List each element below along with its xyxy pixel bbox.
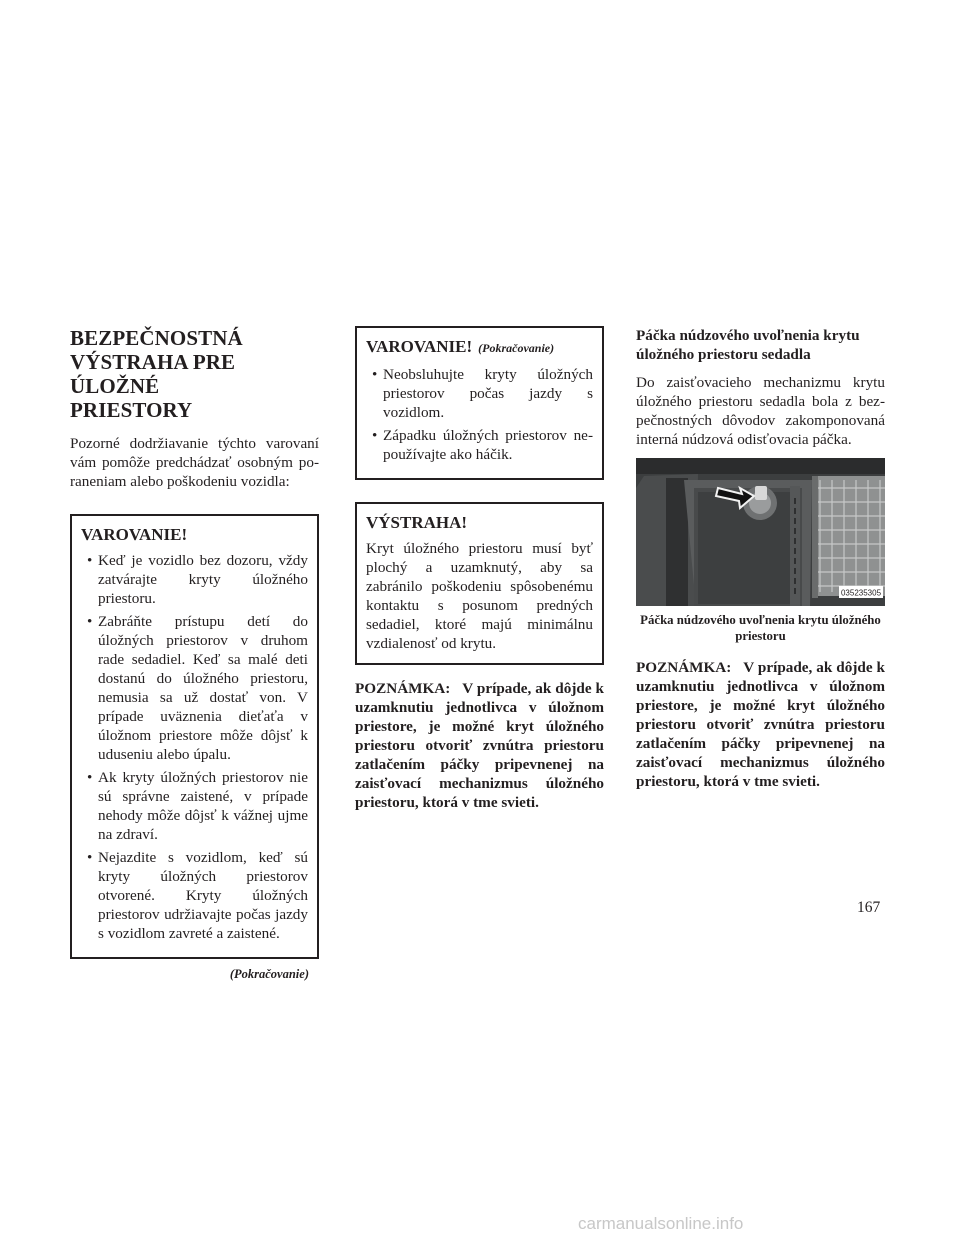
warning-item: • Nejazdite s vozidlom, keď sú kryty úložných priestorov otvorené. Kryty úložných priestorov udržiavajte počas jazdy s vozidlom zavreté a zaistené. [81,848,308,943]
column-1 [70,326,319,982]
caution-text: Kryt úložného priestoru musí byť plochý a uzamknutý, aby sa zabránilo poškodeniu spôsobenému kontaktu s posunom predných sedadiel, ktoré majú minimálnu vzdialenosť od krytu. [366,540,593,652]
caution-box [355,502,604,665]
release-lever-illustration [636,458,885,606]
warning-item: • Ak kryty úložných priestorov nie sú správne zaistené, v prípade nehody môže dôjsť k vážnej ujme na zdraví. [81,768,308,844]
caution-title: VÝSTRAHA! [366,513,468,532]
figure-caption: Páčka núdzového uvoľnenia krytu úložného priestoru [640,613,881,643]
note-paragraph [636,658,885,791]
warning-list [81,551,308,943]
column-3 [636,326,885,791]
subsection-title: Páčka núdzového uvoľnenia krytu úložného priestoru sedadla [636,327,860,363]
figure-code: 035235305 [840,588,882,598]
note-text: V prípade, ak dôjde k uzamknutiu jednotlivca v úložnom priestore, je možné kryt úložného priestoru otvoriť zvnútra priestoru zatlačením páčky pripevnenej na zaisťovací mechanizmus úložného priestoru, ktorá v tme svieti. [636,659,886,790]
warning-item: • Západku úložných priestorov nepoužívajte ako háčik. [366,426,593,464]
note-text: V prípade, ak dôjde k uzamknutiu jednotlivca v úložnom priestore, je možné kryt úložného priestoru otvoriť zvnútra priestoru zatlačením páčky pripevnenej na zaisťovací mechanizmus úložného priestoru, ktorá v tme svieti. [355,680,605,811]
intro-paragraph: Pozorné dodržiavanie týchto varovaní vám pomôže predchádzať osobným poraneniam alebo poškodeniu vozidla: [70,435,319,490]
section-title: BEZPEČNOSTNÁ VÝSTRAHA PRE ÚLOŽNÉ PRIESTORY [70,326,243,422]
warning-box [70,514,319,959]
page-number: 167 [857,899,881,916]
watermark: carmanualsonline.info [578,1214,744,1233]
continued-tag: (Pokračovanie) [478,341,555,355]
warning-title: VAROVANIE! [81,525,188,544]
warning-list [366,365,593,464]
note-paragraph [355,679,604,812]
warning-box-continued [355,326,604,480]
body-paragraph: Do zaisťovacieho mechanizmu krytu úložného priestoru sedadla bola z bezpečnostných dôvodov zakomponovaná interná núdzová odisťovacia páčka. [636,374,885,448]
warning-item: • Neobsluhujte kryty úložných priestorov počas jazdy s vozidlom. [366,365,593,422]
note-label: POZNÁMKA: [636,659,732,676]
column-2 [355,326,604,812]
warning-title: VAROVANIE! (Pokračovanie) [366,337,555,356]
note-label: POZNÁMKA: [355,680,451,697]
continued-label: (Pokračovanie) [229,967,309,981]
warning-item: • Keď je vozidlo bez dozoru, vždy zatvárajte kryty úložného priestoru. [81,551,308,608]
warning-item: • Zabráňte prístupu detí do úložných priestorov v druhom rade sedadiel. Keď sa malé deti dostanú do úložného priestoru, nemusia sa už dostať von. V prípade uväznenia dieťaťa v úložnom priestore môže dôjsť k uduseniu alebo úpalu. [81,612,308,764]
release-lever-figure [636,458,885,606]
